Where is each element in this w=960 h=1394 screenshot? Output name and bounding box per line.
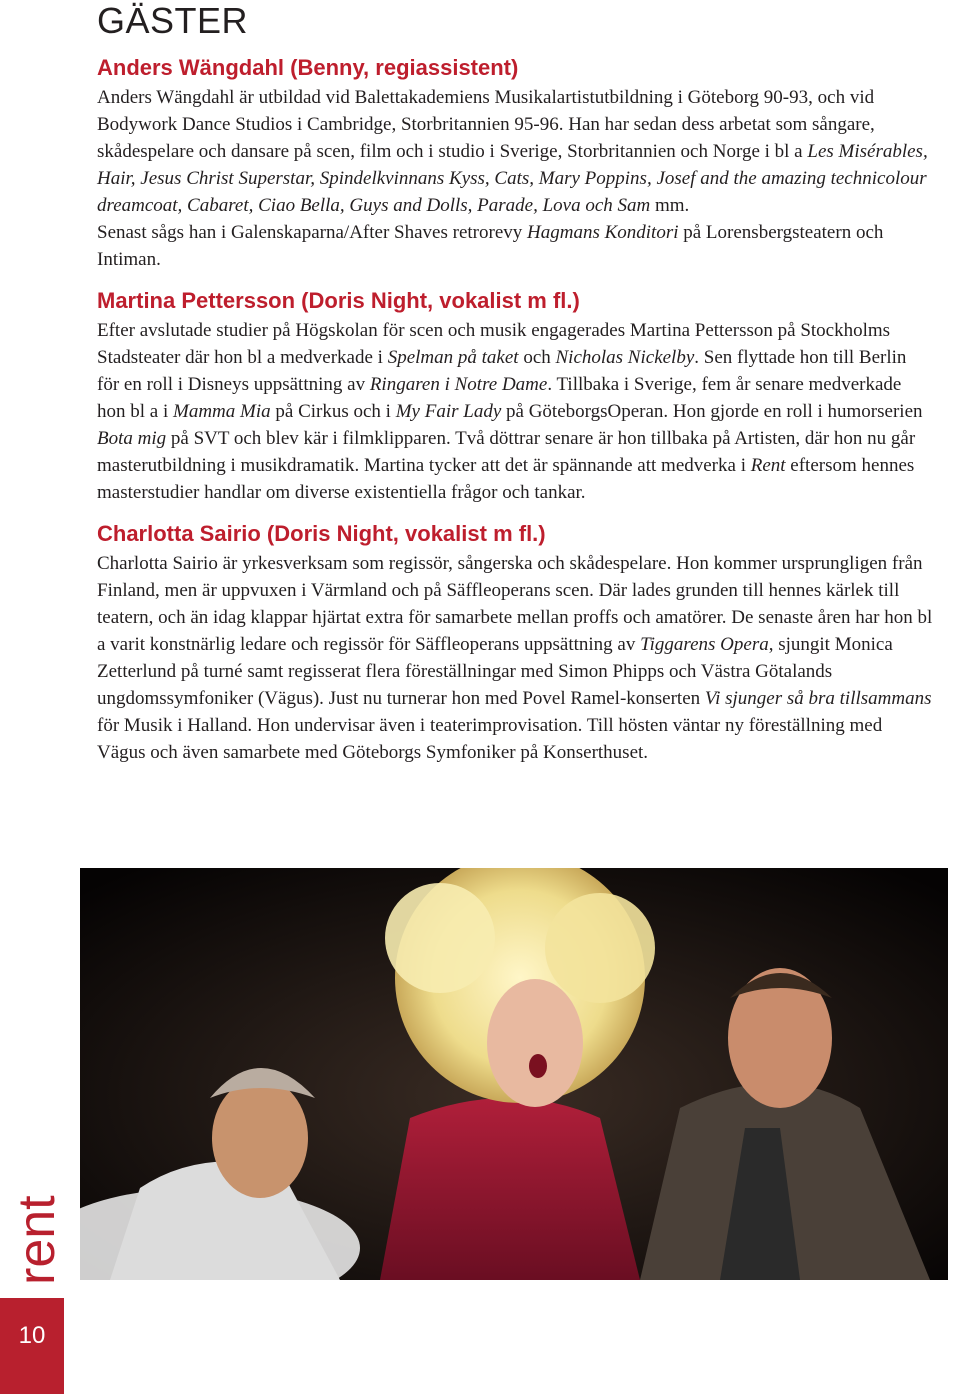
text-run: på Cirkus och i — [270, 401, 396, 422]
section-heading: Charlotta Sairio (Doris Night, vokalist m fl.) — [97, 521, 546, 546]
guest-section-charlotta — [97, 520, 933, 766]
text-run: . Tillbaka i Sverige, fem år senare medverkade hon bl a i — [97, 374, 902, 422]
italic-title: Tiggarens Opera — [640, 634, 769, 655]
italic-title: Bota mig — [97, 428, 167, 449]
text-run: Charlotta Sairio är yrkesverksam som regissör, sångerska och skådespelare. Hon kommer ursprungligen från Finland, men är uppvuxen i Värmland och på Säffleoperans scen. Där lades grunden till hennes kärlek till teatern, och än idag klappar hjärtat extra för samarbete mellan proffs och amatörer. De senaste åren har hon bl a varit konstnärlig ledare och regissör för Säffleoperans uppsättning av — [97, 553, 933, 655]
text-run: på SVT och blev kär i filmklipparen. Två döttrar senare är hon tillbaka på Artisten, där hon nu går masterutbildning i musikdramatik. Martina tycker att det är spännande att medverka i — [97, 428, 916, 476]
italic-title: Nicholas Nickelby — [555, 347, 695, 368]
logo-text: rent — [8, 1195, 66, 1285]
rent-logo — [6, 1160, 66, 1290]
italic-title: Les Misérables, Hair, Jesus Christ Superstar, Spindelkvinnans Kyss, Cats, Mary Poppins, Josef and the amazing technicolour dreamcoat, Cabaret, Ciao Bella, Guys and Dolls, Parade, Lova och Sam — [97, 141, 928, 216]
text-run: på GöteborgsOperan. Hon gjorde en roll i humorserien — [501, 401, 923, 422]
paragraph — [97, 550, 933, 766]
section-text — [97, 550, 933, 766]
paragraph — [97, 219, 933, 273]
text-run: för Musik i Halland. Hon undervisar även i teaterimprovisation. Till hösten väntar ny föreställning med Vägus och även samarbete med Göteborgs Symfoniker på Konserthuset. — [97, 715, 883, 763]
text-run: Senast sågs han i Galenskaparna/After Shaves retrorevy — [97, 222, 527, 243]
page-number: 10 — [18, 1322, 46, 1349]
article-body — [97, 54, 933, 766]
section-heading: Martina Pettersson (Doris Night, vokalist m fl.) — [97, 288, 580, 313]
italic-title: Mamma Mia — [173, 401, 271, 422]
section-text — [97, 84, 933, 273]
italic-title: Vi sjunger så bra tillsammans — [704, 688, 932, 709]
stage-photo-icon — [80, 868, 948, 1280]
italic-title: Ringaren i Notre Dame — [369, 374, 548, 395]
italic-title: Rent — [750, 455, 786, 476]
guest-section-anders — [97, 54, 933, 273]
stage-photo — [80, 868, 948, 1280]
section-text — [97, 317, 933, 506]
paragraph — [97, 84, 933, 219]
text-run: eftersom hennes masterstudier handlar om diverse existentiella frågor och tankar. — [97, 455, 915, 503]
text-run: Anders Wängdahl är utbildad vid Balettakademiens Musikalartistutbildning i Göteborg 90-93, och vid Bodywork Dance Studios i Cambridge, Storbritannien 95-96. Han har sedan dess arbetat som sångare, skådespelare och dansare på scen, film och i studio i Sverige, Storbritannien och Norge i bl a — [97, 87, 875, 162]
text-run: och — [518, 347, 556, 368]
paragraph — [97, 317, 933, 506]
section-heading: Anders Wängdahl (Benny, regiassistent) — [97, 55, 519, 80]
text-run: på Lorensbergsteatern och Intiman. — [97, 222, 884, 270]
italic-title: Spelman på taket — [387, 347, 519, 368]
page-title: GÄSTER — [97, 0, 249, 41]
text-run: . Sen flyttade hon till Berlin för en roll i Disneys uppsättning av — [97, 347, 907, 395]
text-run: mm. — [650, 195, 690, 216]
rent-logo-icon — [6, 1160, 66, 1290]
text-run: , sjungit Monica Zetterlund på turné samt regisserat flera föreställningar med Simon Phipps och Västra Götalands ungdomssymfoniker (Vägus). Just nu turnerar hon med Povel Ramel-konserten — [97, 634, 893, 709]
text-run: Efter avslutade studier på Högskolan för scen och musik engagerades Martina Pettersson på Stockholms Stadsteater där hon bl a medverkade i — [97, 320, 891, 368]
italic-title: My Fair Lady — [395, 401, 502, 422]
italic-title: Hagmans Konditori — [527, 222, 679, 243]
guest-section-martina — [97, 287, 933, 506]
